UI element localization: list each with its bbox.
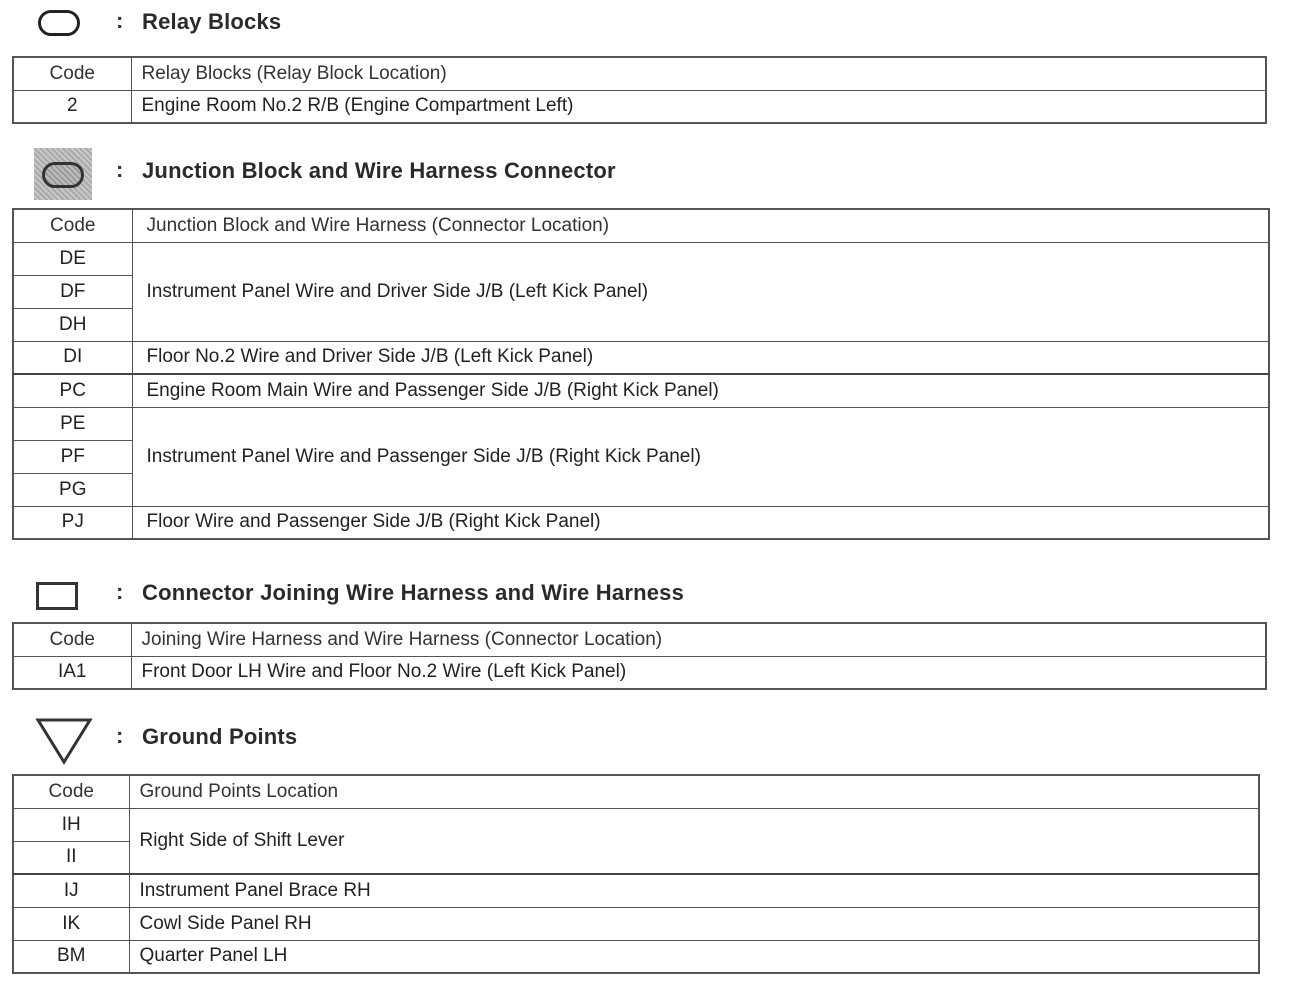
location-header: Relay Blocks (Relay Block Location) [131,57,1266,90]
section-colon: : [116,579,124,604]
ground-points-title: Ground Points [142,724,298,749]
junction-block-icon [34,148,92,200]
code-cell: PE [13,407,132,440]
code-cell: PG [13,473,132,506]
code-cell: PF [13,440,132,473]
location-header: Junction Block and Wire Harness (Connector Location) [132,209,1269,242]
ground-point-icon [34,716,94,766]
code-cell: DH [13,308,132,341]
table-row [13,808,1259,841]
location-cell: Instrument Panel Brace RH [129,874,1259,907]
section-colon: : [116,8,124,33]
location-header: Ground Points Location [129,775,1259,808]
code-cell: 2 [13,90,131,123]
code-cell: DF [13,275,132,308]
code-cell: IK [13,907,129,940]
code-cell: BM [13,940,129,973]
table-row [13,242,1269,275]
location-cell: Engine Room No.2 R/B (Engine Compartment Left) [131,90,1266,123]
relay-block-icon [38,10,80,36]
location-cell: Quarter Panel LH [129,940,1259,973]
code-cell: IH [13,808,129,841]
table-header-row [13,623,1266,656]
table-row [13,90,1266,123]
table-row [13,656,1266,689]
table-row [13,940,1259,973]
table-header-row [13,775,1259,808]
location-cell: Floor No.2 Wire and Driver Side J/B (Left Kick Panel) [132,341,1269,374]
relay-blocks-title: Relay Blocks [142,9,282,34]
connector-joining-table [12,622,1267,690]
location-cell: Floor Wire and Passenger Side J/B (Right Kick Panel) [132,506,1269,539]
code-cell: II [13,841,129,874]
code-cell: IJ [13,874,129,907]
table-header-row [13,209,1269,242]
code-header: Code [13,775,129,808]
connector-joining-icon [36,582,78,610]
section-colon: : [116,723,124,748]
code-header: Code [13,623,131,656]
code-header: Code [13,57,131,90]
ground-points-table [12,774,1260,974]
location-header: Joining Wire Harness and Wire Harness (Connector Location) [131,623,1266,656]
table-row [13,374,1269,407]
table-row [13,341,1269,374]
table-row [13,907,1259,940]
code-cell: IA1 [13,656,131,689]
location-cell: Cowl Side Panel RH [129,907,1259,940]
relay-blocks-table [12,56,1267,124]
junction-block-title: Junction Block and Wire Harness Connector [142,158,616,183]
junction-block-table [12,208,1270,540]
table-row [13,407,1269,440]
code-header: Code [13,209,132,242]
table-row [13,506,1269,539]
table-header-row [13,57,1266,90]
section-colon: : [116,157,124,182]
table-row [13,874,1259,907]
location-cell: Instrument Panel Wire and Driver Side J/B (Left Kick Panel) [132,242,1269,341]
code-cell: PJ [13,506,132,539]
location-cell: Front Door LH Wire and Floor No.2 Wire (Left Kick Panel) [131,656,1266,689]
location-cell: Instrument Panel Wire and Passenger Side J/B (Right Kick Panel) [132,407,1269,506]
code-cell: DE [13,242,132,275]
code-cell: PC [13,374,132,407]
location-cell: Right Side of Shift Lever [129,808,1259,874]
connector-joining-title: Connector Joining Wire Harness and Wire Harness [142,580,685,605]
location-cell: Engine Room Main Wire and Passenger Side J/B (Right Kick Panel) [132,374,1269,407]
code-cell: DI [13,341,132,374]
